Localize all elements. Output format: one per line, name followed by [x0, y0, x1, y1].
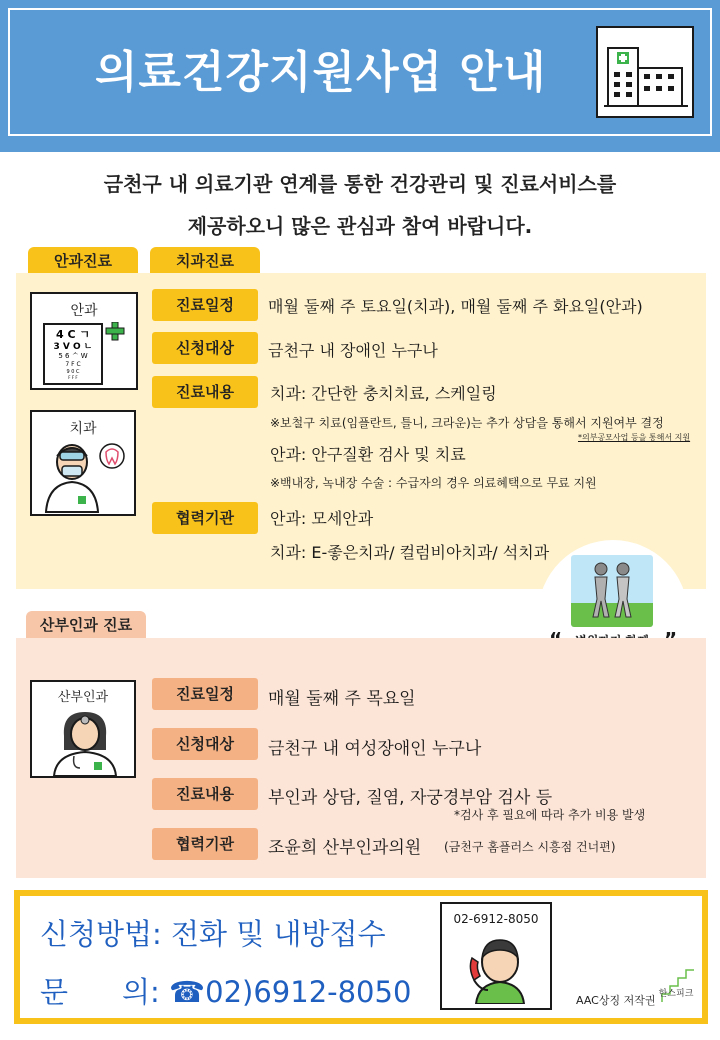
eye-content-value: 안과: 안구질환 검사 및 치료: [270, 445, 466, 464]
dental-partner-value: 치과: E-좋은치과/ 컬럼비아치과/ 석치과: [270, 543, 550, 562]
tab-obgyn-care: 산부인과 진료: [26, 611, 146, 639]
inquiry-phone: 의: ☎02)6912-8050: [122, 975, 412, 1009]
obgyn-target-label: 신청대상: [152, 728, 258, 760]
eye-chart-row: 7 F C: [65, 361, 81, 368]
intro-line-1: 금천구 내 의료기관 연계를 통한 건강관리 및 진료서비스를: [103, 172, 617, 196]
eye-dental-schedule-value: 매월 둘째 주 토요일(치과), 매월 둘째 주 화요일(안과): [268, 297, 643, 316]
phone-card: [440, 902, 552, 1010]
eye-card: [30, 292, 138, 390]
aac-credit: AAC상징 저작권: [576, 994, 656, 1007]
obgyn-schedule-value: 매월 둘째 주 목요일: [268, 689, 416, 709]
obgyn-card-label: 산부인과: [57, 690, 109, 705]
eye-dental-content-label: 진료내용: [152, 376, 258, 408]
hospital-icon: [596, 26, 694, 118]
obgyn-target-value: 금천구 내 여성장애인 누구나: [268, 739, 482, 759]
logo-text: 한스피크: [658, 989, 694, 999]
eye-chart-row: 4 C ㄱ: [55, 328, 91, 341]
walking-together-icon: [571, 555, 653, 627]
dental-card: [30, 410, 136, 516]
obgyn-content-value: 부인과 상담, 질염, 자궁경부암 검사 등: [268, 788, 553, 808]
phone-card-number: 02-6912-8050: [453, 912, 539, 926]
application-method: 신청방법: 전화 및 내방접수: [40, 917, 386, 951]
inquiry-label: 문: [40, 975, 69, 1009]
dental-content-subnote: *의부공모사업 등을 통해서 지원: [578, 433, 691, 442]
dentist-icon: [42, 438, 128, 514]
obgyn-content-note: *검사 후 필요에 따라 추가 비용 발생: [454, 808, 646, 822]
eye-dental-partner-label: 협력기관: [152, 502, 258, 534]
eye-card-label: 안과: [70, 303, 98, 319]
intro-line-2: 제공하오니 많은 관심과 참여 바랍니다.: [187, 214, 533, 238]
dental-content-note: ※보철구 치료(임플란트, 틀니, 크라운)는 추가 상담을 통해서 지원여부 결정: [270, 416, 664, 430]
obgyn-partner-value: 조윤희 산부인과의원: [268, 838, 422, 858]
page-title: 의료건강지원사업 안내: [95, 47, 547, 98]
obgyn-card: [30, 680, 136, 778]
dental-content-value: 치과: 간단한 충치치료, 스케일링: [270, 384, 497, 403]
dental-card-label: 치과: [69, 421, 97, 437]
female-doctor-icon: [50, 706, 120, 776]
obgyn-partner-label: 협력기관: [152, 828, 258, 860]
eye-chart-row: 5 6 ᄉ W: [58, 352, 88, 360]
eye-dental-target-value: 금천구 내 장애인 누구나: [268, 341, 438, 360]
eye-chart-icon: [42, 322, 130, 386]
eye-dental-target-label: 신청대상: [152, 332, 258, 364]
phone-call-icon: [466, 934, 530, 1004]
tab-dental-care: 치과진료: [150, 247, 260, 275]
eye-chart-row: 9 0 C: [66, 369, 80, 375]
header-banner: [0, 0, 720, 152]
obgyn-content-label: 진료내용: [152, 778, 258, 810]
eye-dental-schedule-label: 진료일정: [152, 289, 258, 321]
eye-partner-value: 안과: 모세안과: [270, 509, 374, 528]
obgyn-partner-note: (금천구 홈플러스 시흥점 건너편): [444, 840, 616, 854]
obgyn-schedule-label: 진료일정: [152, 678, 258, 710]
eye-chart-row: F F F: [68, 375, 78, 380]
eye-content-note: ※백내장, 녹내장 수술 : 수급자의 경우 의료혜택으로 무료 지원: [270, 476, 597, 490]
tab-eye-care: 안과진료: [28, 247, 138, 275]
eye-chart-row: 3 V O ㄴ: [53, 342, 93, 352]
hanspeak-logo: [654, 966, 698, 1006]
